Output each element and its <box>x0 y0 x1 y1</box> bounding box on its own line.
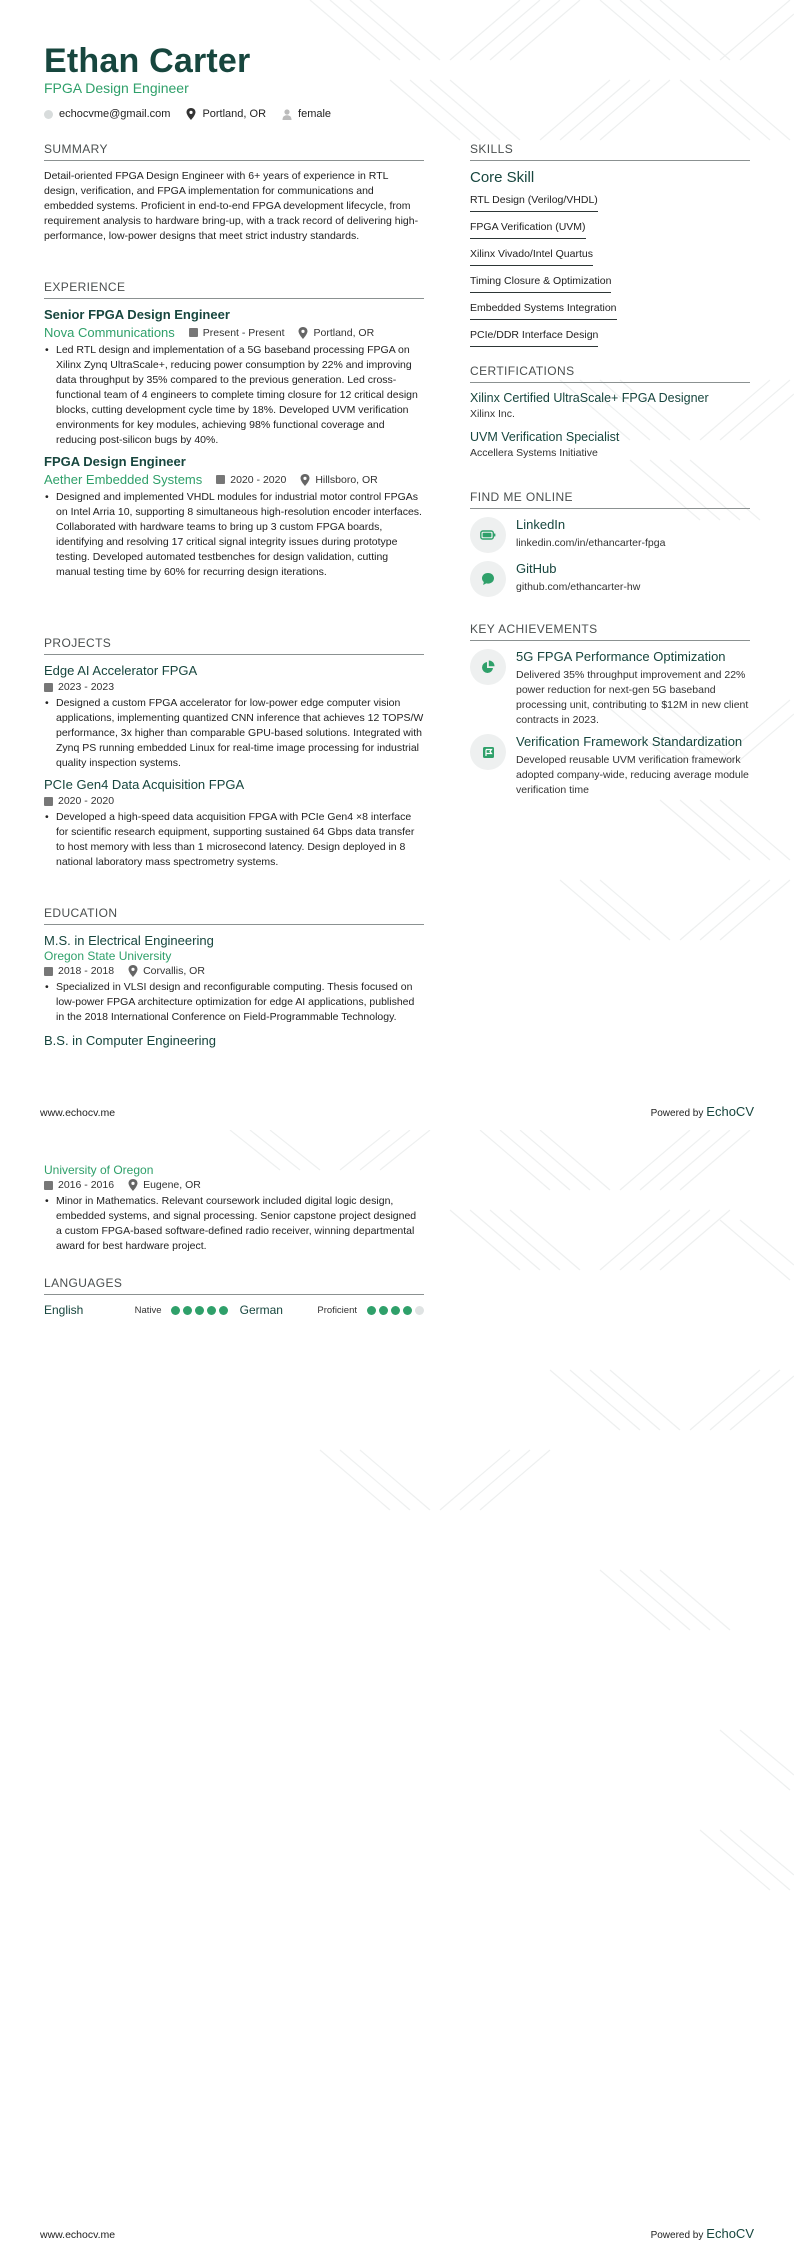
calendar-icon <box>44 967 53 976</box>
certification-title: Xilinx Certified UltraScale+ FPGA Designer <box>470 391 709 405</box>
language-level: Proficient <box>317 1304 357 1316</box>
certification-org: Xilinx Inc. <box>470 408 515 420</box>
location-text: Portland, OR <box>202 108 267 120</box>
achievement-title: 5G FPGA Performance Optimization <box>516 649 726 664</box>
job-meta-row <box>44 472 424 487</box>
education-degree: B.S. in Computer Engineering <box>44 1033 216 1048</box>
achievement-desc: Delivered 35% throughput improvement and 22% power reduction for next-gen 5G baseband processing unit, contributing to $12M in new client contracts in 2023. <box>516 669 749 726</box>
footer-brand: EchoCV <box>706 2226 754 2241</box>
calendar-icon <box>44 797 53 806</box>
battery-icon <box>480 530 496 540</box>
education-location-text: Corvallis, OR <box>143 965 205 977</box>
language-rating <box>367 1306 424 1315</box>
job-dates-text: 2020 - 2020 <box>230 473 287 486</box>
rating-dot <box>415 1306 424 1315</box>
job-bullet: • Designed and implemented VHDL modules for industrial motor control FPGAs on Intel Arria 10, supporting 8 simultaneous high-resolution encoder interfaces. Collaborated with hardware teams to bring up 3 custom FPGA boards, identifying and resolving 17 critical signal integrity issues during prototype testing. Developed automated testbenches for design validation, cutting manual testing time by 60% for recurring design iterations. <box>44 490 424 580</box>
achievements-heading: KEY ACHIEVEMENTS <box>470 622 750 641</box>
job-location <box>298 327 374 339</box>
job-dates <box>189 327 285 339</box>
job-dates-text: Present - Present <box>202 326 285 339</box>
chat-bubble-icon <box>481 572 495 586</box>
achievement-item <box>470 734 750 798</box>
page-footer <box>40 1104 754 1119</box>
email-icon <box>44 110 53 119</box>
online-title: GitHub <box>516 561 557 576</box>
language-name: German <box>239 1303 283 1317</box>
education-bullet: • Specialized in VLSI design and reconfigurable computing. Thesis focused on low-power FPGA architecture optimization for edge AI applications, published in the 2018 International Conference on Field-Programmable Technology. <box>44 980 424 1025</box>
rating-dot <box>171 1306 180 1315</box>
languages-heading: LANGUAGES <box>44 1276 424 1295</box>
education-meta-row <box>44 1179 424 1191</box>
skills-group-title: Core Skill <box>470 169 535 186</box>
project-dates <box>44 795 424 807</box>
contact-gender <box>282 108 331 120</box>
education-location <box>128 965 205 977</box>
online-item-github[interactable] <box>470 561 750 597</box>
footer-site[interactable]: www.echocv.me <box>40 2229 116 2241</box>
rating-dot <box>367 1306 376 1315</box>
online-url[interactable]: github.com/ethancarter-hw <box>516 581 641 593</box>
candidate-role: FPGA Design Engineer <box>44 80 189 96</box>
calendar-icon <box>216 475 225 484</box>
education-section <box>44 906 424 1048</box>
achievements-section <box>470 622 750 798</box>
job-meta-row <box>44 325 424 340</box>
education-school: University of Oregon <box>44 1163 154 1177</box>
footer-powered <box>651 2226 754 2241</box>
github-icon-circle <box>470 561 506 597</box>
project-title: PCIe Gen4 Data Acquisition FPGA <box>44 777 245 792</box>
rating-dot <box>219 1306 228 1315</box>
job-title: FPGA Design Engineer <box>44 454 186 469</box>
pie-chart-icon <box>481 660 495 674</box>
skill-item: Timing Closure & Optimization <box>470 271 611 293</box>
project-bullet: • Developed a high-speed data acquisition FPGA with PCIe Gen4 ×8 interface for scientific research equipment, supporting sustained 64 Gbps data transfer to host memory with less than 1 microsecond latency. Design deployed in 8 national laboratory mass spectrometry systems. <box>44 810 424 870</box>
language-name: English <box>44 1303 84 1317</box>
education-location <box>128 1179 201 1191</box>
location-pin-icon <box>128 965 138 977</box>
summary-heading: SUMMARY <box>44 142 424 161</box>
person-icon <box>282 109 292 120</box>
education-dates-text: 2018 - 2018 <box>58 965 115 977</box>
language-rating <box>171 1306 228 1315</box>
education-dates-text: 2016 - 2016 <box>58 1179 115 1191</box>
skill-item: FPGA Verification (UVM) <box>470 217 586 239</box>
rating-dot <box>207 1306 216 1315</box>
rating-dot <box>183 1306 192 1315</box>
achievement-title: Verification Framework Standardization <box>516 734 743 749</box>
resume-page-2 <box>0 1130 794 2246</box>
online-section <box>470 490 750 597</box>
languages-section <box>44 1276 424 1317</box>
certifications-section <box>470 364 750 459</box>
calendar-icon <box>44 1181 53 1190</box>
footer-brand: EchoCV <box>706 1104 754 1119</box>
footer-powered-text: Powered by <box>650 2230 704 2241</box>
footer-powered-text: Powered by <box>650 1108 704 1119</box>
footer-site[interactable]: www.echocv.me <box>40 1107 116 1119</box>
job-location <box>300 474 377 486</box>
achievement-desc: Developed reusable UVM verification framework adopted company-wide, reducing average module verification time <box>516 754 749 796</box>
education-degree: M.S. in Electrical Engineering <box>44 933 214 948</box>
achievement-item <box>470 649 750 728</box>
education-dates <box>44 965 114 977</box>
education-bullet: • Minor in Mathematics. Relevant coursework included digital logic design, embedded systems, and signal processing. Senior capstone project designed a custom FPGA-based software-defined radio receiver, winning departmental award for best hardware project. <box>44 1194 424 1254</box>
location-pin-icon <box>300 474 310 486</box>
skill-item: Embedded Systems Integration <box>470 298 617 320</box>
skills-heading: SKILLS <box>470 142 750 161</box>
page-footer <box>40 2226 754 2241</box>
skill-item: Xilinx Vivado/Intel Quartus <box>470 244 593 266</box>
job-company: Aether Embedded Systems <box>44 472 203 487</box>
gender-text: female <box>298 108 332 120</box>
email-text: echocvme@gmail.com <box>59 108 171 120</box>
project-title: Edge AI Accelerator FPGA <box>44 663 198 678</box>
education-dates <box>44 1179 114 1191</box>
online-title: LinkedIn <box>516 517 566 532</box>
job-bullet: • Led RTL design and implementation of a 5G baseband processing FPGA on Xilinx Zynq UltraScale+, reducing power consumption by 22% and improving data throughput by 35% compared to the previous generation. Led cross-functional team of 4 engineers to complete timing closure for 12 critical design blocks, cutting development cycle time by 18%. Developed UVM verification environments for key modules, achieving 98% functional coverage and reducing post-silicon bugs by 40%. <box>44 343 424 448</box>
achievement-icon-circle <box>470 649 506 685</box>
job-dates <box>216 474 286 486</box>
candidate-name: Ethan Carter <box>44 42 251 80</box>
flag-icon <box>482 746 495 759</box>
certifications-heading: CERTIFICATIONS <box>470 364 750 383</box>
contact-row <box>44 108 331 120</box>
summary-text: Detail-oriented FPGA Design Engineer with 6+ years of experience in RTL design, verification, and FPGA implementation for communications and embedded systems. Proficient in end-to-end FPGA development lifecycle, from requirement analysis to hardware bring-up, with a track record of delivering high-performance, low-power designs that meet strict industry standards. <box>44 170 419 242</box>
education-continued <box>44 1162 424 1254</box>
project-dates-text: 2023 - 2023 <box>58 681 115 693</box>
skill-item: PCIe/DDR Interface Design <box>470 325 598 347</box>
job-title: Senior FPGA Design Engineer <box>44 307 230 322</box>
location-pin-icon <box>128 1179 138 1191</box>
location-pin-icon <box>298 327 308 339</box>
calendar-icon <box>44 683 53 692</box>
education-school: Oregon State University <box>44 949 172 963</box>
languages-row <box>44 1303 424 1317</box>
certification-title: UVM Verification Specialist <box>470 430 620 444</box>
online-item-linkedin[interactable] <box>470 517 750 553</box>
job-location-text: Portland, OR <box>313 326 375 339</box>
language-level: Native <box>134 1304 162 1316</box>
job-item <box>44 307 424 448</box>
skill-item: RTL Design (Verilog/VHDL) <box>470 190 598 212</box>
location-pin-icon <box>186 108 196 120</box>
job-location-text: Hillsboro, OR <box>315 473 378 486</box>
project-dates <box>44 681 424 693</box>
project-bullet: • Designed a custom FPGA accelerator for low-power edge computer vision applications, implementing quantized CNN inference that achieves 12 TOPS/W performance, 3x higher than comparable GPU-based solutions. Integrated with Zynq PS running embedded Linux for real-time image processing for industrial quality inspection systems. <box>44 696 424 771</box>
job-company: Nova Communications <box>44 325 175 340</box>
project-item <box>44 663 424 771</box>
projects-heading: PROJECTS <box>44 636 424 655</box>
job-item <box>44 454 424 580</box>
contact-location <box>186 108 266 120</box>
education-location-text: Eugene, OR <box>143 1179 201 1191</box>
education-item <box>44 933 424 1025</box>
rating-dot <box>379 1306 388 1315</box>
rating-dot <box>391 1306 400 1315</box>
project-item <box>44 777 424 870</box>
calendar-icon <box>189 328 198 337</box>
experience-heading: EXPERIENCE <box>44 280 424 299</box>
online-heading: FIND ME ONLINE <box>470 490 750 509</box>
achievement-icon-circle <box>470 734 506 770</box>
linkedin-icon-circle <box>470 517 506 553</box>
rating-dot <box>403 1306 412 1315</box>
projects-section <box>44 636 424 870</box>
rating-dot <box>195 1306 204 1315</box>
footer-powered <box>651 1104 754 1119</box>
skills-section <box>470 142 750 352</box>
education-heading: EDUCATION <box>44 906 424 925</box>
contact-email[interactable] <box>44 108 170 120</box>
certification-org: Accellera Systems Initiative <box>470 447 598 459</box>
online-url[interactable]: linkedin.com/in/ethancarter-fpga <box>516 537 666 549</box>
education-meta-row <box>44 965 424 977</box>
project-dates-text: 2020 - 2020 <box>58 795 115 807</box>
experience-section <box>44 280 424 580</box>
left-column <box>44 142 424 244</box>
